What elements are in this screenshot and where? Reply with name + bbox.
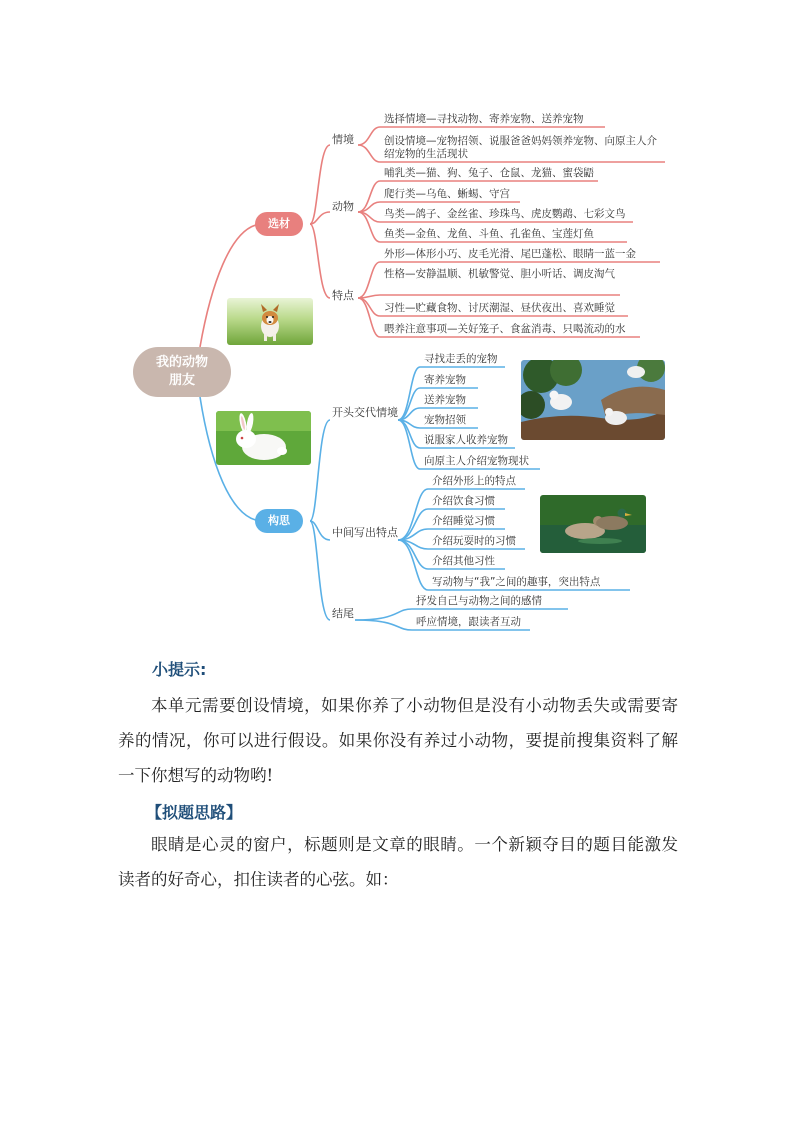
leaf-trait-care: 喂养注意事项—关好笼子、食盆消毒、只喝流动的水 — [384, 323, 626, 335]
leaf-trait-look: 外形—体形小巧、皮毛光滑、尾巴蓬松、眼睛一蓝一金 — [384, 248, 636, 260]
leaf-animal-mammal: 哺乳类—猫、狗、兔子、仓鼠、龙猫、蜜袋鼯 — [384, 167, 594, 179]
leaf-trait-habit: 习性—贮藏食物、讨厌潮湿、昼伏夜出、喜欢睡觉 — [384, 302, 615, 314]
leaf-opening-3: 送养宠物 — [424, 394, 466, 406]
leaf-middle-3: 介绍睡觉习惯 — [432, 515, 495, 527]
hint-paragraph: 本单元需要创设情境，如果你养了小动物但是没有小动物丢失或需要寄养的情况，你可以进行假设。如果你没有养过小动物，要提前搜集资料了解一下你想写的动物哟! — [118, 696, 678, 785]
leaf-animal-bird: 鸟类—鸽子、金丝雀、珍珠鸟、虎皮鹦鹉、七彩文鸟 — [384, 208, 626, 220]
group-scenario: 情境 — [332, 133, 354, 146]
leaf-ending-2: 呼应情境，跟读者互动 — [416, 616, 521, 628]
ducks-photo — [540, 495, 646, 553]
pigeons-photo — [521, 360, 665, 440]
group-traits: 特点 — [332, 289, 354, 302]
leaf-opening-2: 寄养宠物 — [424, 374, 466, 386]
root-label: 我的动物朋友 — [155, 355, 208, 388]
group-middle: 中间写出特点 — [332, 526, 398, 539]
leaf-ending-1: 抒发自己与动物之间的感情 — [416, 595, 542, 607]
leaf-opening-5: 说服家人收养宠物 — [424, 434, 508, 446]
section-title-topic-ideas: 【拟题思路】 — [146, 803, 243, 822]
group-ending: 结尾 — [332, 607, 354, 620]
leaf-animal-reptile: 爬行类—乌龟、蜥蜴、守宫 — [384, 188, 510, 200]
leaf-middle-1: 介绍外形上的特点 — [432, 475, 516, 487]
mindmap-root — [133, 347, 231, 397]
branch-plan-pill: 构思 — [255, 509, 303, 533]
leaf-middle-2: 介绍饮食习惯 — [432, 495, 495, 507]
leaf-trait-personality: 性格—安静温顺、机敏警觉、胆小听话、调皮淘气 — [384, 268, 615, 280]
leaf-opening-4: 宠物招领 — [424, 414, 466, 426]
leaf-middle-6: 写动物与“我”之间的趣事，突出特点 — [432, 576, 601, 588]
group-animals: 动物 — [332, 200, 354, 213]
leaf-opening-6: 向原主人介绍宠物现状 — [424, 455, 529, 467]
connector-traits — [310, 224, 330, 298]
dog-photo — [227, 298, 313, 345]
leaf-scenario-2: 创设情境—宠物招领、说服爸爸妈妈领养宠物、向原主人介绍宠物的生活现状 — [384, 135, 657, 160]
section-paragraph: 眼睛是心灵的窗户，标题则是文章的眼睛。一个新颖夺目的题目能激发读者的好奇心，扣住读者的心弦。如： — [118, 835, 678, 889]
leaf-opening-1: 寻找走丢的宠物 — [424, 353, 498, 365]
hint-title: 小提示: — [152, 660, 207, 679]
branch-selection-pill: 选材 — [255, 212, 303, 236]
group-opening: 开头交代情境 — [332, 406, 398, 419]
leaf-middle-5: 介绍其他习性 — [432, 555, 495, 567]
leaf-animal-fish: 鱼类—金鱼、龙鱼、斗鱼、孔雀鱼、宝莲灯鱼 — [384, 228, 594, 240]
leaf-scenario-1: 选择情境—寻找动物、寄养宠物、送养宠物 — [384, 113, 584, 125]
rabbit-photo — [216, 411, 311, 465]
leaf-middle-4: 介绍玩耍时的习惯 — [432, 535, 516, 547]
